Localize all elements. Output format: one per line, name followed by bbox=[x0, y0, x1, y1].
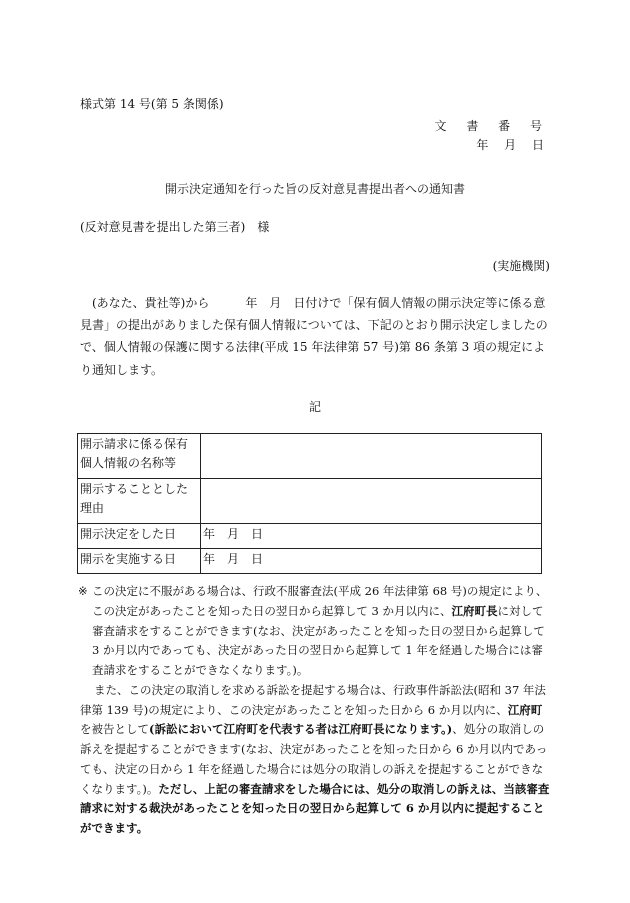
row-value-info-name bbox=[201, 434, 542, 479]
table-row bbox=[78, 479, 542, 524]
row-label-reason: 開示することとした理由 bbox=[78, 479, 201, 524]
note-mark: ※ bbox=[78, 584, 88, 598]
notes-section bbox=[80, 582, 552, 839]
document-title: 開示決定通知を行った旨の反対意見書提出者への通知書 bbox=[164, 182, 465, 196]
note2-text-d: (訴訟において江府町を代表する者は江府町長になります。) bbox=[149, 722, 453, 737]
issuing-agency: (実施機関) bbox=[492, 259, 550, 273]
note-appeal bbox=[80, 582, 552, 681]
note2-text-e: 、処分の取消しの訴えを提起することができます(なお、決定があったことを知った日から 6 か月以内であっても、決定の日から 1 年を経過した場合には処分の取消しの訴えを提起することができなくなります。)。 bbox=[80, 722, 548, 796]
ki-heading: 記 bbox=[308, 400, 321, 414]
row-value-implementation-date: 年 月 日 bbox=[201, 549, 542, 574]
table-row bbox=[78, 434, 542, 479]
details-table bbox=[77, 433, 542, 574]
row-value-decision-date: 年 月 日 bbox=[201, 524, 542, 549]
note-lawsuit bbox=[80, 681, 552, 839]
table-row bbox=[78, 524, 542, 549]
note1-text-a: この決定に不服がある場合は、行政不服審査法(平成 26 年法律第 68 号)の規定により、この決定があったことを知った日の翌日から起算して 3 か月以内に、 bbox=[92, 584, 548, 618]
note2-text-a: また、この決定の取消しを求める訴訟を提起する場合は、行政事件訴訟法(昭和 37 年法律第 139 号)の規定により、この決定があったことを知った日から 6 か月以内に、 bbox=[80, 682, 546, 717]
addressee: (反対意見書を提出した第三者) 様 bbox=[80, 220, 270, 234]
row-label-decision-date: 開示決定をした日 bbox=[78, 524, 201, 549]
row-label-implementation-date: 開示を実施する日 bbox=[78, 549, 201, 574]
document-date: 年 月 日 bbox=[476, 138, 550, 152]
body-paragraph: (あなた、貴社等)から 年 月 日付けで「保有個人情報の開示決定等に係る意見書」の提出がありました保有個人情報については、下記のとおり開示決定しましたので、個人情報の保護に関する法律(平成 15 年法律第 57 号)第 86 条第 3 項の規定により通知します。 bbox=[80, 296, 548, 377]
note1-text-c: に対して審査請求をすることができます(なお、決定があったことを知った日の翌日から起算して 3 か月以内であっても、決定があった日の翌日から起算して 1 年を経過した場合には審査請求をすることができなくなります。)。 bbox=[92, 603, 545, 678]
table-row bbox=[78, 549, 542, 574]
form-number: 様式第 14 号(第 5 条関係) bbox=[80, 97, 224, 111]
note2-text-c: を被告として bbox=[80, 722, 149, 737]
row-value-reason bbox=[201, 479, 542, 524]
document-number: 文 書 番 号 bbox=[434, 119, 550, 133]
note2-text-f: ただし、上記の審査請求をした場合には、処分の取消しの訴えは、当該審査請求に対する裁決があったことを知った日の翌日から起算して 6 か月以内に提起することができます。 bbox=[80, 781, 550, 836]
note1-text-b: 江府町長 bbox=[451, 603, 498, 618]
row-label-info-name: 開示請求に係る保有個人情報の名称等 bbox=[78, 434, 201, 479]
note2-text-b: 江府町 bbox=[507, 702, 543, 717]
